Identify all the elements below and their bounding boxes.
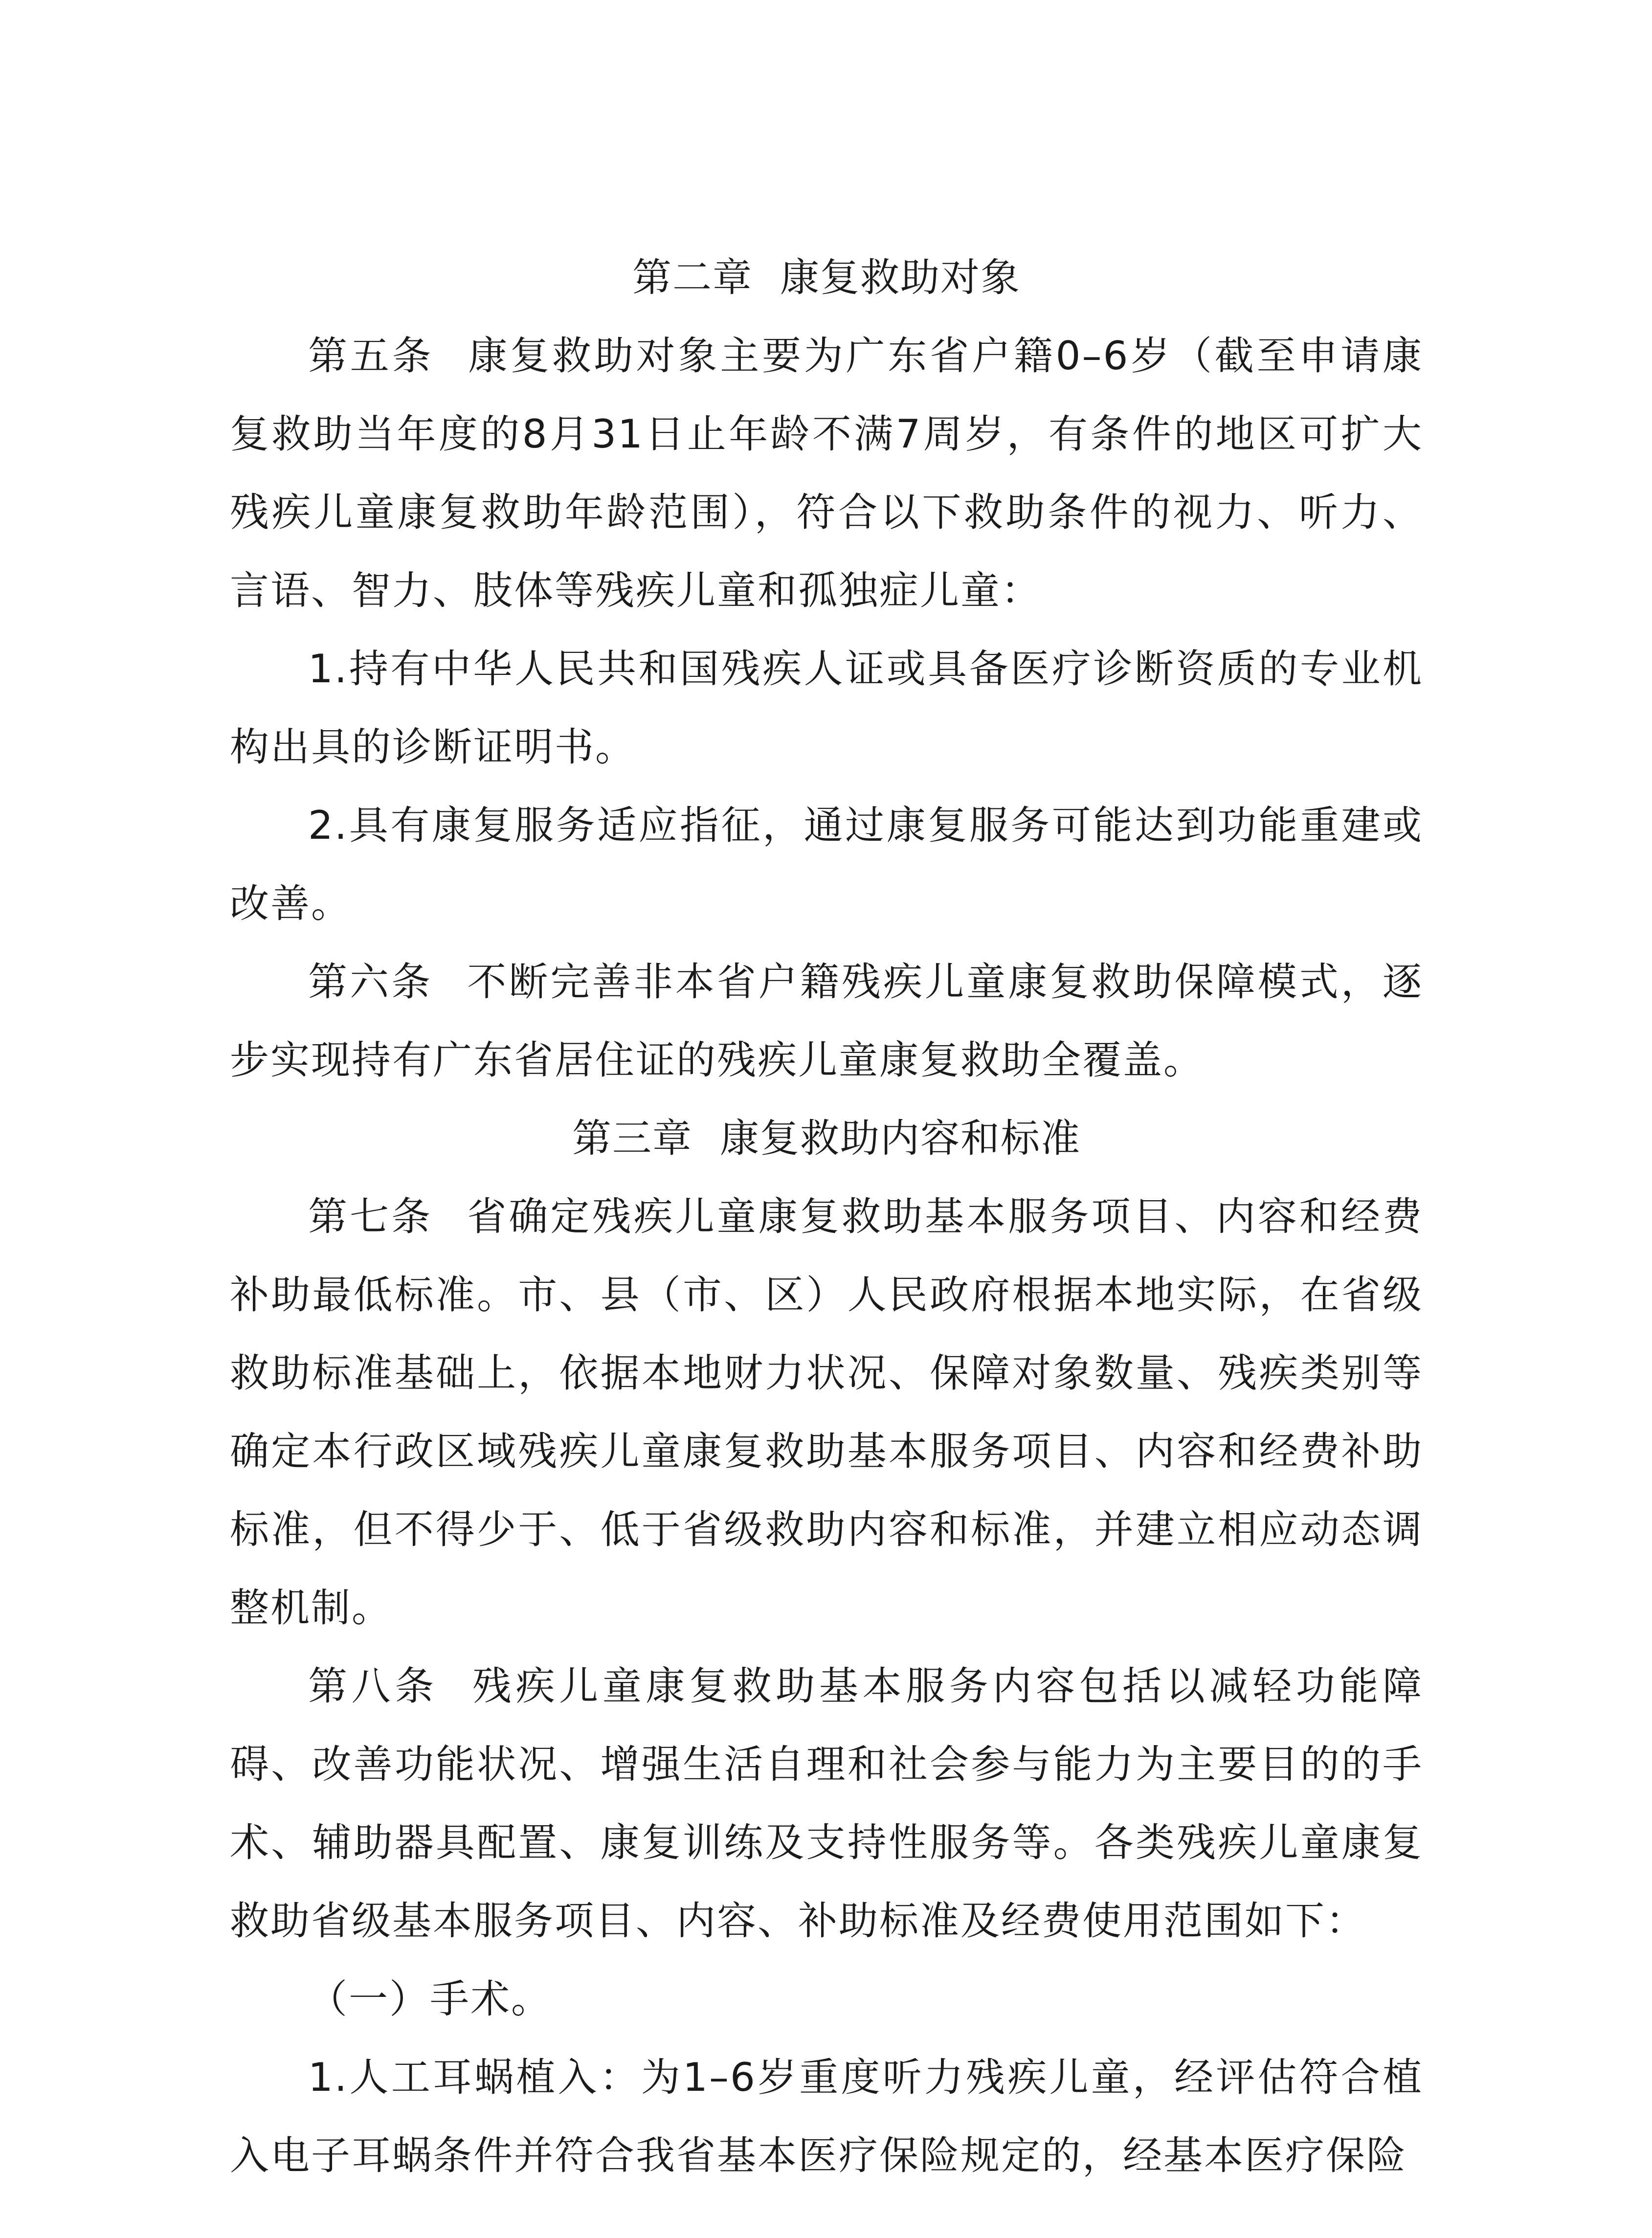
article-text: 康复救助对象主要为广东省户籍0–6岁（截至申请康复救助当年度的8月31日止年龄不满7周岁，有条件的地区可扩大残疾儿童康复救助年龄范围），符合以下救助条件的视力、听力、言语、智力、肢体等残疾儿童和孤独症儿童： bbox=[230, 333, 1424, 613]
article-label: 第八条 bbox=[308, 1663, 438, 1709]
chapter-title: 康复救助内容和标准 bbox=[720, 1116, 1081, 1161]
chapter-heading bbox=[230, 1099, 1423, 1178]
document-page bbox=[230, 239, 1423, 2195]
article-label: 第五条 bbox=[308, 333, 434, 379]
article-paragraph bbox=[230, 943, 1423, 1099]
article-label: 第六条 bbox=[308, 959, 433, 1005]
article-text: 不断完善非本省户籍残疾儿童康复救助保障模式，逐步实现持有广东省居住证的残疾儿童康复救助全覆盖。 bbox=[230, 959, 1424, 1083]
chapter-heading bbox=[230, 239, 1423, 317]
chapter-number: 第二章 bbox=[632, 255, 753, 300]
list-item: 2.具有康复服务适应指征，通过康复服务可能达到功能重建或改善。 bbox=[230, 803, 1423, 926]
section-heading: （一）手术。 bbox=[308, 1976, 552, 2022]
article-label: 第七条 bbox=[308, 1194, 433, 1239]
list-item: 1.人工耳蜗植入：为1–6岁重度听力残疾儿童，经评估符合植入电子耳蜗条件并符合我省基本医疗保险规定的，经基本医疗保险 bbox=[230, 2055, 1423, 2178]
article-paragraph bbox=[230, 1647, 1423, 1960]
chapter-number: 第三章 bbox=[572, 1116, 692, 1161]
article-paragraph bbox=[230, 1178, 1423, 1647]
list-item: 1.持有中华人民共和国残疾人证或具备医疗诊断资质的专业机构出具的诊断证明书。 bbox=[230, 646, 1423, 770]
chapter-title: 康复救助对象 bbox=[780, 255, 1021, 300]
article-text: 省确定残疾儿童康复救助基本服务项目、内容和经费补助最低标准。市、县（市、区）人民政府根据本地实际，在省级救助标准基础上，依据本地财力状况、保障对象数量、残疾类别等确定本行政区域残疾儿童康复救助基本服务项目、内容和经费补助标准，但不得少于、低于省级救助内容和标准，并建立相应动态调整机制。 bbox=[230, 1194, 1424, 1631]
article-paragraph bbox=[230, 317, 1423, 630]
article-text: 残疾儿童康复救助基本服务内容包括以减轻功能障碍、改善功能状况、增强生活自理和社会参与能力为主要目的的手术、辅助器具配置、康复训练及支持性服务等。各类残疾儿童康复救助省级基本服务项目、内容、补助标准及经费使用范围如下： bbox=[230, 1663, 1423, 1944]
